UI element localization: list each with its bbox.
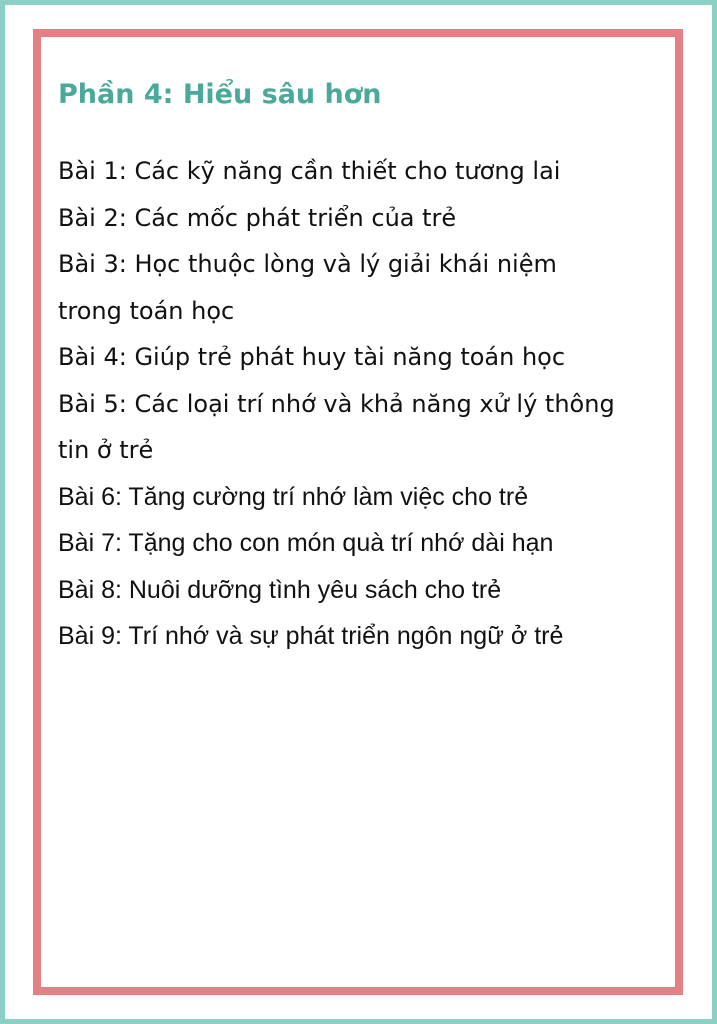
lesson-item-5: Bài 5: Các loại trí nhớ và khả năng xử lý thông tin ở trẻ (58, 389, 615, 464)
lesson-item-2: Bài 2: Các mốc phát triển của trẻ (58, 203, 457, 232)
lesson-item-7: Bài 7: Tặng cho con món quà trí nhớ dài hạn (58, 529, 554, 557)
lesson-item-1: Bài 1: Các kỹ năng cần thiết cho tương lai (58, 157, 561, 185)
section-title: Phần 4: Hiểu sâu hơn (58, 79, 382, 110)
lesson-item-8: Bài 8: Nuôi dưỡng tình yêu sách cho trẻ (58, 575, 502, 604)
lesson-item-9: Bài 9: Trí nhớ và sự phát triển ngôn ngữ ở trẻ (58, 622, 564, 650)
lesson-item-4: Bài 4: Giúp trẻ phát huy tài năng toán học (58, 343, 566, 371)
page-content (58, 70, 618, 660)
lesson-list (58, 148, 618, 660)
lesson-item-3: Bài 3: Học thuộc lòng và lý giải khái niệm trong toán học (58, 250, 557, 325)
lesson-item-6: Bài 6: Tăng cường trí nhớ làm việc cho trẻ (58, 482, 529, 511)
